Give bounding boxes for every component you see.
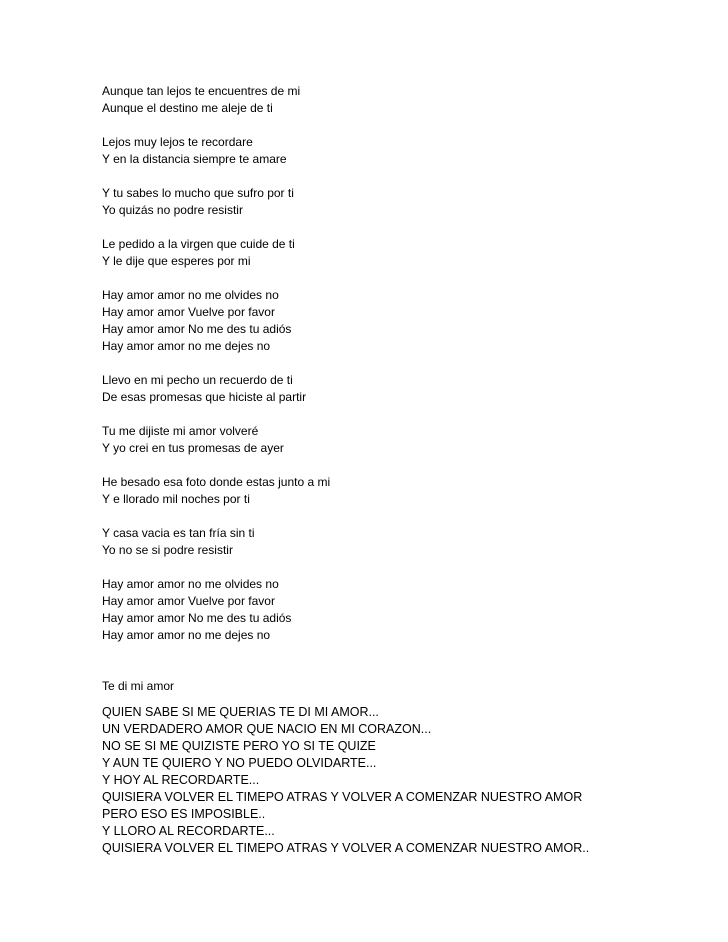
chorus-1 [102,287,702,355]
lyric-line: QUIEN SABE SI ME QUERIAS TE DI MI AMOR... [102,705,379,719]
song2-lyrics [102,704,702,857]
lyric-line: Hay amor amor Vuelve por favor [102,305,275,319]
lyric-line: Hay amor amor No me des tu adiós [102,611,292,625]
lyric-line: Y yo crei en tus promesas de ayer [102,441,284,455]
lyric-line: Llevo en mi pecho un recuerdo de ti [102,373,293,387]
stanza-6 [102,423,702,457]
lyric-line: PERO ESO ES IMPOSIBLE.. [102,807,266,821]
lyric-line: De esas promesas que hiciste al partir [102,390,307,404]
lyric-line: Hay amor amor no me olvides no [102,288,279,302]
lyric-line: NO SE SI ME QUIZISTE PERO YO SI TE QUIZE [102,739,376,753]
stanza-4 [102,236,702,270]
lyric-line: Y tu sabes lo mucho que sufro por ti [102,186,294,200]
stanza-1 [102,83,702,117]
stanza-5 [102,372,702,406]
lyric-line: QUISIERA VOLVER EL TIMEPO ATRAS Y VOLVER A COMENZAR NUESTRO AMOR [102,790,583,804]
lyric-line: Y le dije que esperes por mi [102,254,251,268]
song-title: Te di mi amor [102,679,175,693]
lyric-line: QUISIERA VOLVER EL TIMEPO ATRAS Y VOLVER A COMENZAR NUESTRO AMOR.. [102,841,590,855]
stanza-2 [102,134,702,168]
lyric-line: He besado esa foto donde estas junto a mi [102,475,331,489]
lyric-line: Yo quizás no podre resistir [102,203,243,217]
stanza-7 [102,474,702,508]
lyric-line: UN VERDADERO AMOR QUE NACIO EN MI CORAZON... [102,722,432,736]
lyric-line: Hay amor amor Vuelve por favor [102,594,275,608]
stanza-8 [102,525,702,559]
lyric-line: Tu me dijiste mi amor volveré [102,424,259,438]
lyric-line: Hay amor amor no me dejes no [102,339,271,353]
chorus-2 [102,576,702,644]
lyric-line: Y casa vacia es tan fría sin ti [102,526,255,540]
lyric-line: Y en la distancia siempre te amare [102,152,287,166]
lyric-line: Hay amor amor no me dejes no [102,628,271,642]
lyric-line: Le pedido a la virgen que cuide de ti [102,237,295,251]
document-page [102,83,702,857]
lyric-line: Hay amor amor No me des tu adiós [102,322,292,336]
lyric-line: Aunque el destino me aleje de ti [102,101,273,115]
lyric-line: Y AUN TE QUIERO Y NO PUEDO OLVIDARTE... [102,756,377,770]
lyric-line: Yo no se si podre resistir [102,543,233,557]
stanza-3 [102,185,702,219]
lyric-line: Lejos muy lejos te recordare [102,135,253,149]
lyric-line: Y LLORO AL RECORDARTE... [102,824,275,838]
lyric-line: Y HOY AL RECORDARTE... [102,773,260,787]
lyric-line: Aunque tan lejos te encuentres de mi [102,84,301,98]
lyric-line: Hay amor amor no me olvides no [102,577,279,591]
lyric-line: Y e llorado mil noches por ti [102,492,250,506]
